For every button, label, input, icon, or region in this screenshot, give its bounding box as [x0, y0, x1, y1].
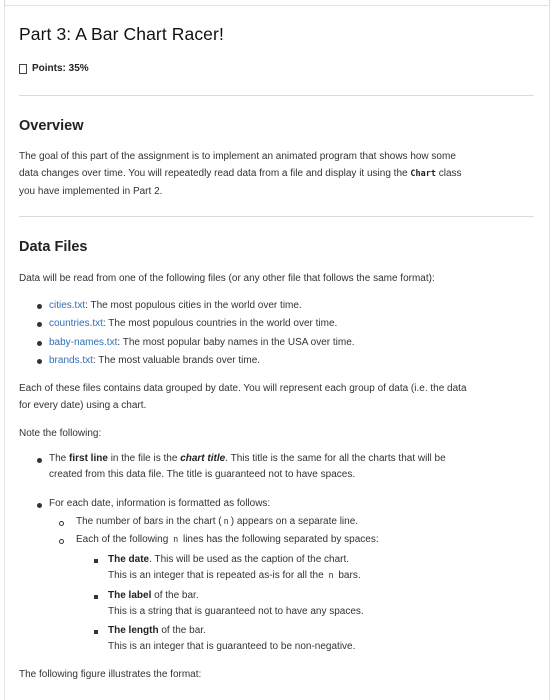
field-length-line-1 — [108, 623, 355, 639]
field-length-line-2: This is an integer that is guaranteed to be non-negative. — [108, 641, 356, 652]
chart-title-emphasis: chart title — [180, 453, 226, 464]
list-item-countries — [49, 316, 337, 332]
grouped-line-2: for every date) using a chart. — [19, 400, 147, 411]
bullet-dot — [37, 341, 42, 346]
list-item-brands — [49, 353, 260, 369]
overview-line-2-text: data changes over time. You will repeatedly read data from a file and display it using the — [19, 168, 408, 179]
brands-desc: : The most valuable brands over time. — [92, 355, 261, 366]
list-item-cities — [49, 298, 302, 314]
baby-names-link[interactable]: baby-names.txt — [49, 337, 118, 348]
page-title: Part 3: A Bar Chart Racer! — [19, 24, 224, 44]
first-line-pre: The — [49, 453, 70, 464]
left-border — [4, 6, 5, 700]
bullet-dot — [37, 304, 42, 309]
field-length-rest: of the bar. — [158, 625, 206, 636]
field-label-bold: The label — [108, 590, 152, 601]
note-label: Note the following: — [19, 428, 102, 439]
field-date-rest: . This will be used as the caption of the chart. — [149, 554, 350, 565]
first-line-item — [49, 451, 529, 483]
divider — [19, 216, 534, 217]
first-line-text — [49, 451, 529, 467]
bullet-circle — [59, 539, 64, 544]
checkbox-icon — [19, 64, 27, 74]
each-following-post: lines has the following separated by spaces: — [182, 534, 379, 545]
num-bars-post: ) appears on a separate line. — [230, 516, 359, 527]
each-following-pre: Each of the following — [76, 534, 169, 545]
field-label-item — [108, 588, 364, 620]
n-code: n — [223, 517, 229, 527]
countries-link[interactable]: countries.txt — [49, 318, 103, 329]
bullet-dot — [37, 458, 42, 463]
figure-caption: The following figure illustrates the format: — [19, 669, 202, 680]
data-files-intro: Data will be read from one of the following files (or any other file that follows the same format): — [19, 273, 435, 284]
list-item-baby-names — [49, 335, 355, 351]
brands-link[interactable]: brands.txt — [49, 355, 93, 366]
first-line-post: . This title is the same for all the charts that will be — [225, 453, 446, 464]
each-following-item — [76, 532, 379, 548]
n-code: n — [328, 571, 334, 581]
top-border — [4, 0, 550, 6]
grouped-paragraph — [19, 380, 531, 414]
bullet-square — [94, 595, 98, 599]
first-line-bold: first line — [69, 453, 108, 464]
field-length-item — [108, 623, 355, 655]
overview-paragraph — [19, 148, 531, 200]
first-line-text-2: created from this data file. The title is guaranteed not to have spaces. — [49, 469, 356, 480]
overview-line-3: you have implemented in Part 2. — [19, 186, 163, 197]
overview-line-2-end: class — [438, 168, 462, 179]
field-label-line-2: This is a string that is guaranteed not to have any spaces. — [108, 606, 364, 617]
bullet-circle — [59, 521, 64, 526]
num-bars-item — [76, 514, 358, 530]
field-date-line-1 — [108, 552, 361, 568]
bullet-square — [94, 630, 98, 634]
field-date-bold: The date — [108, 554, 150, 565]
countries-desc: : The most populous countries in the world over time. — [102, 318, 338, 329]
baby-names-desc: : The most popular baby names in the USA over time. — [117, 337, 355, 348]
n-code: n — [173, 535, 179, 545]
first-line-mid: in the file is the — [107, 453, 181, 464]
right-border — [549, 6, 550, 700]
cities-desc: : The most populous cities in the world over time. — [85, 300, 302, 311]
cities-link[interactable]: cities.txt — [49, 300, 86, 311]
data-files-heading: Data Files — [19, 239, 88, 255]
bullet-square — [94, 559, 98, 563]
overview-line-2 — [19, 165, 531, 183]
field-date-item — [108, 552, 361, 584]
bullet-dot — [37, 359, 42, 364]
overview-heading: Overview — [19, 118, 84, 134]
divider — [19, 95, 534, 96]
field-date-line-2-pre: This is an integer that is repeated as-is for all the — [108, 570, 324, 581]
field-date-line-2 — [108, 568, 361, 584]
overview-line-1: The goal of this part of the assignment is to implement an animated program that shows how some — [19, 151, 456, 162]
grouped-line-1: Each of these files contains data grouped by date. You will represent each group of data (i.e. the data — [19, 383, 467, 394]
each-date-item: For each date, information is formatted as follows: — [49, 498, 271, 509]
points-text: Points: 35% — [32, 63, 89, 74]
bullet-dot — [37, 503, 42, 508]
field-label-rest: of the bar. — [151, 590, 199, 601]
field-length-bold: The length — [108, 625, 159, 636]
field-label-line-1 — [108, 588, 364, 604]
points-label — [19, 63, 89, 74]
field-date-line-2-post: bars. — [338, 570, 361, 581]
num-bars-pre: The number of bars in the chart ( — [76, 516, 222, 527]
chart-class-code: Chart — [410, 169, 436, 179]
bullet-dot — [37, 322, 42, 327]
